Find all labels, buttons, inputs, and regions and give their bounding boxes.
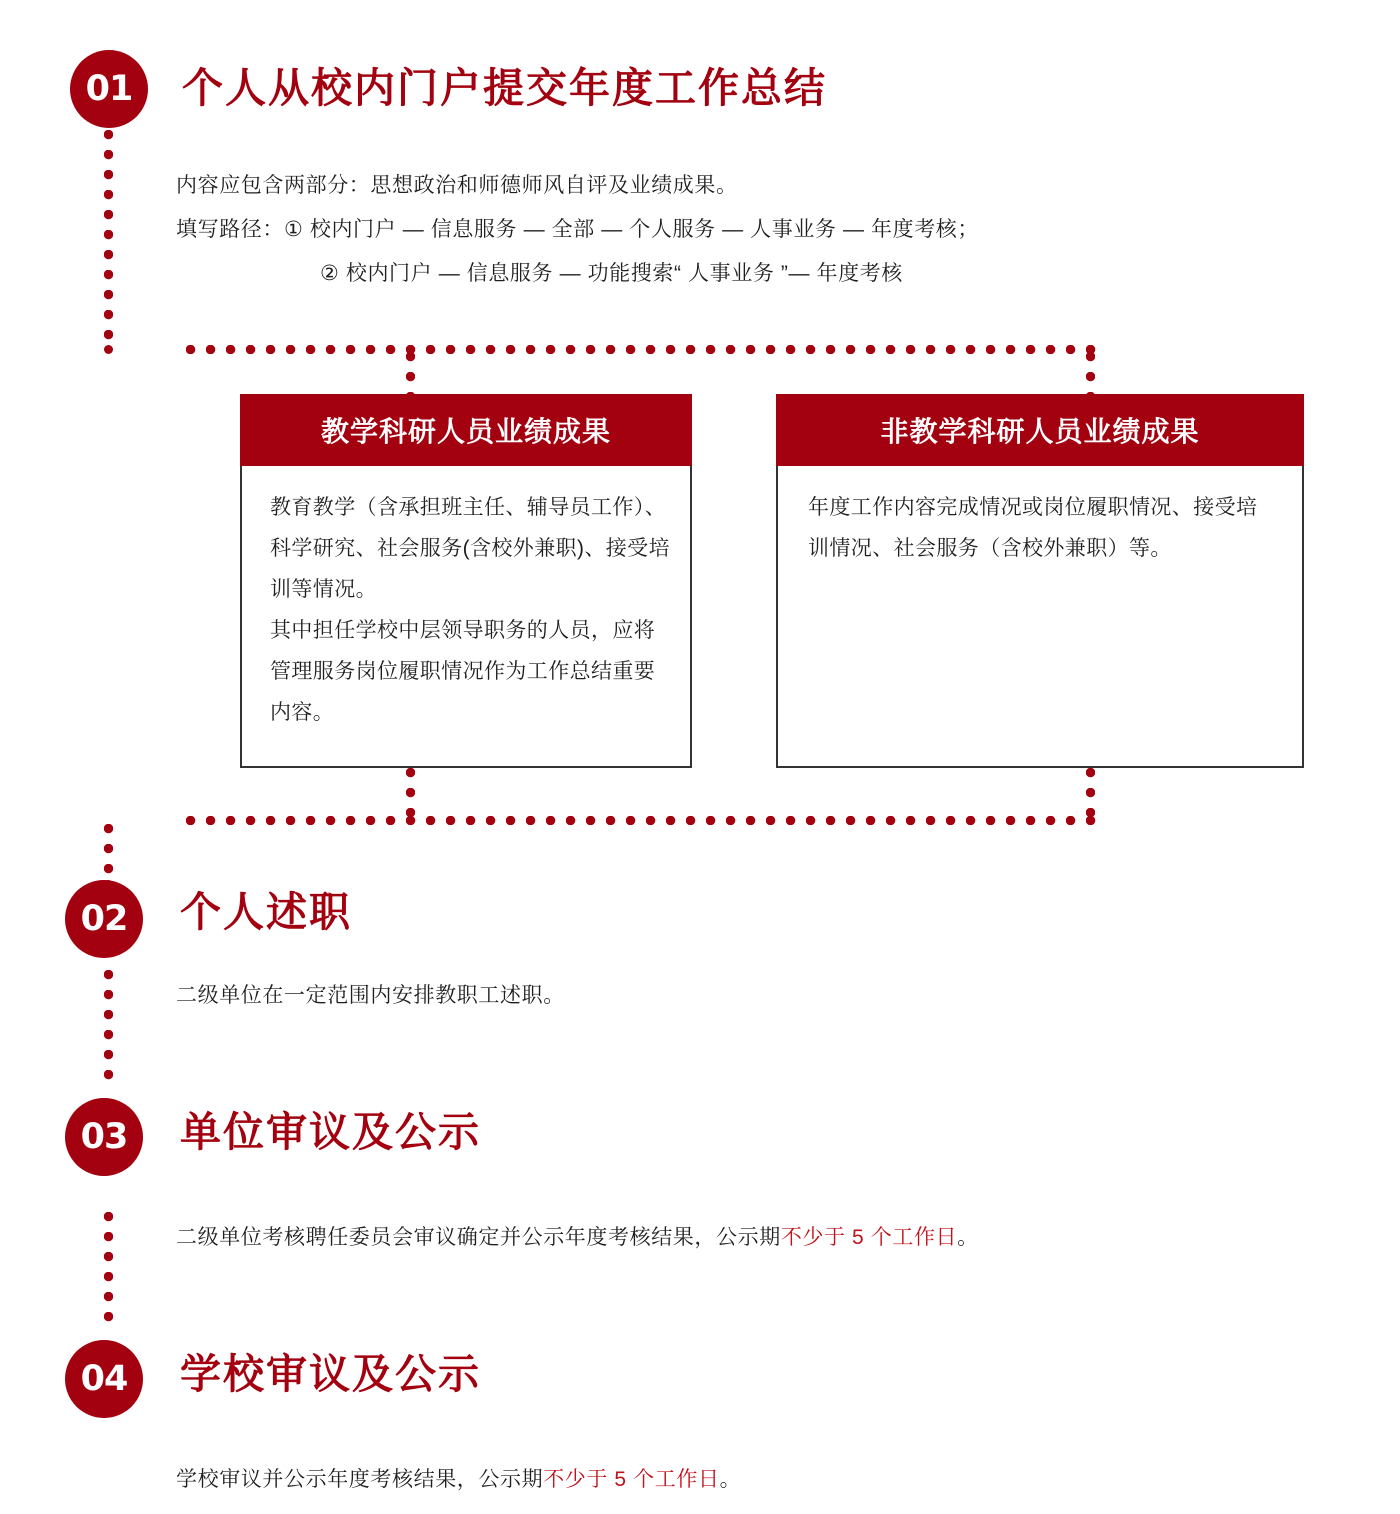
step-01-badge: 01 [70, 50, 148, 128]
connector-to-box-right [1086, 352, 1095, 394]
connector-merge-bus [186, 816, 1098, 825]
step-03-title: 单位审议及公示 [180, 1109, 481, 1155]
result-box-non-teaching-research-text [808, 488, 1278, 570]
step-03-badge: 03 [65, 1098, 143, 1176]
result-box-teaching-research-para-2: 其中担任学校中层领导职务的人员，应将管理服务岗位履职情况作为工作总结重要内容。 [270, 618, 656, 724]
step-01-line-1: 内容应包含两部分：思想政治和师德师风自评及业绩成果。 [176, 174, 738, 197]
step-02-line-1: 二级单位在一定范围内安排教职工述职。 [176, 984, 565, 1007]
connector-corner-a [104, 345, 113, 354]
step-04-text-after: 。 [719, 1468, 742, 1491]
connector-from-box-left [406, 768, 415, 820]
step-04-text-before: 学校审议并公示年度考核结果，公示期 [176, 1468, 544, 1491]
step-01-title: 个人从校内门户提交年度工作总结 [182, 65, 827, 111]
step-01-line-2: 填写路径：① 校内门户 — 信息服务 — 全部 — 个人服务 — 人事业务 — 年度考核； [176, 218, 980, 241]
connector-merge-to-step02 [104, 824, 113, 886]
connector-step03-to-step04 [104, 1212, 113, 1332]
result-box-non-teaching-research-para-1: 年度工作内容完成情况或岗位履职情况、接受培训情况、社会服务（含校外兼职）等。 [808, 496, 1258, 560]
result-box-teaching-research [240, 394, 692, 768]
result-box-teaching-research-text [270, 488, 670, 734]
step-04-description [176, 1460, 741, 1500]
result-box-non-teaching-research-header: 非教学科研人员业绩成果 [776, 394, 1304, 466]
connector-to-box-left [406, 352, 415, 394]
step-04-badge: 04 [65, 1340, 143, 1418]
connector-step01-down [104, 130, 113, 348]
result-box-teaching-research-para-1: 教育教学（含承担班主任、辅导员工作）、科学研究、社会服务(含校外兼职)、接受培训等情况。 [270, 496, 670, 601]
step-01-line-3: ② 校内门户 — 信息服务 — 功能搜索“ 人事业务 ”— 年度考核 [320, 262, 903, 285]
step-02-title: 个人述职 [180, 889, 352, 935]
step-03-text-after: 。 [957, 1226, 979, 1249]
result-box-non-teaching-research [776, 394, 1304, 768]
step-04-title: 学校审议及公示 [180, 1351, 481, 1397]
result-box-teaching-research-header: 教学科研人员业绩成果 [240, 394, 692, 466]
connector-branch-bus [186, 345, 1098, 354]
step-03-highlight: 不少于 5 个工作日 [780, 1226, 958, 1249]
connector-from-box-right [1086, 768, 1095, 820]
step-03-description [176, 1218, 979, 1258]
connector-step02-to-step03 [104, 970, 113, 1090]
step-03-text-before: 二级单位考核聘任委员会审议确定并公示年度考核结果，公示期 [176, 1226, 781, 1249]
step-04-highlight: 不少于 5 个工作日 [543, 1468, 720, 1491]
step-02-badge: 02 [65, 880, 143, 958]
